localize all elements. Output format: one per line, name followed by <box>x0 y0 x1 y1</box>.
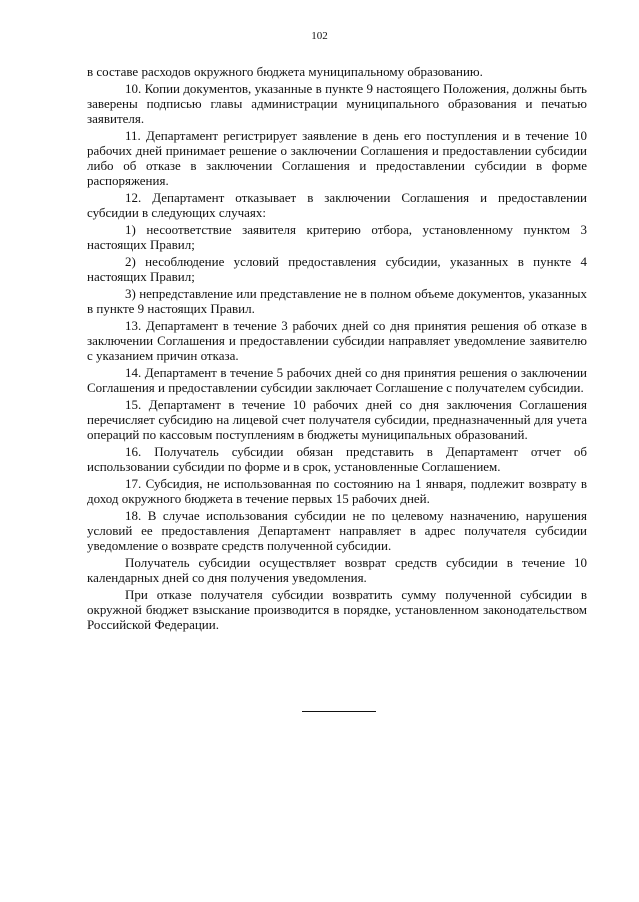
page-number: 102 <box>311 30 328 42</box>
document-body <box>87 64 587 634</box>
paragraph-18-refusal: При отказе получателя субсидии возвратить сумму полученной субсидии в окружной бюджет взыскание производится в порядке, установленном законодательством Российской Федерации. <box>87 587 587 632</box>
paragraph-12: 12. Департамент отказывает в заключении Соглашения и предоставлении субсидии в следующих случаях: <box>87 190 587 220</box>
paragraph-11: 11. Департамент регистрирует заявление в день его поступления и в течение 10 рабочих дней принимает решение о заключении Соглашения и предоставлении субсидии либо об отказе в заключении Соглашения и предоставлении субсидии в форме распоряжения. <box>87 128 587 188</box>
end-divider <box>302 711 376 712</box>
paragraph-18: 18. В случае использования субсидии не по целевому назначению, нарушения условий ее предоставления Департамент направляет в адрес получателя субсидии уведомление о возврате средств полученной субсидии. <box>87 508 587 553</box>
paragraph-18-return: Получатель субсидии осуществляет возврат средств субсидии в течение 10 календарных дней со дня получения уведомления. <box>87 555 587 585</box>
paragraph-continuation: в составе расходов окружного бюджета муниципальному образованию. <box>87 64 483 79</box>
paragraph-12-item-3: 3) непредставление или представление не в полном объеме документов, указанных в пункте 9 настоящих Правил. <box>87 286 587 316</box>
paragraph-13: 13. Департамент в течение 3 рабочих дней со дня принятия решения об отказе в заключении Соглашения и предоставлении субсидии направляет уведомление заявителю с указанием причин отказа. <box>87 318 587 363</box>
paragraph-12-item-1: 1) несоответствие заявителя критерию отбора, установленному пунктом 3 настоящих Правил; <box>87 222 587 252</box>
paragraph-16: 16. Получатель субсидии обязан представить в Департамент отчет об использовании субсидии по форме и в срок, установленные Соглашением. <box>87 444 587 474</box>
paragraph-14: 14. Департамент в течение 5 рабочих дней со дня принятия решения о заключении Соглашения и предоставлении субсидии заключает Соглашение с получателем субсидии. <box>87 365 587 395</box>
paragraph-12-item-2: 2) несоблюдение условий предоставления субсидии, указанных в пункте 4 настоящих Правил; <box>87 254 587 284</box>
paragraph-17: 17. Субсидия, не использованная по состоянию на 1 января, подлежит возврату в доход окружного бюджета в течение первых 15 рабочих дней. <box>87 476 587 506</box>
paragraph-10: 10. Копии документов, указанные в пункте 9 настоящего Положения, должны быть заверены подписью главы администрации муниципального образования и печатью заявителя. <box>87 81 587 126</box>
paragraph-15: 15. Департамент в течение 10 рабочих дней со дня заключения Соглашения перечисляет субсидию на лицевой счет получателя субсидии, предназначенный для учета операций по кассовым поступлениям в бюджеты муниципальных образований. <box>87 397 587 442</box>
